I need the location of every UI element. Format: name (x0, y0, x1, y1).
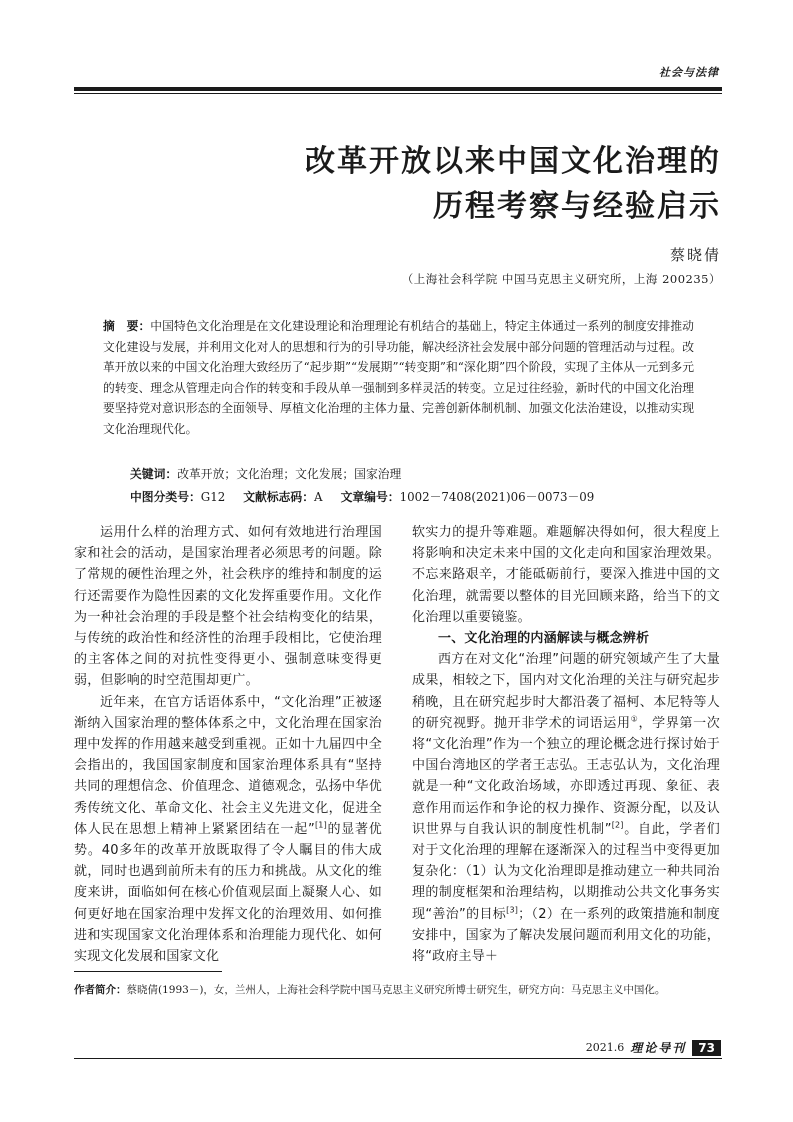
article-number-label: 文章编号： (340, 490, 400, 504)
abstract-label: 摘 要： (103, 319, 151, 333)
header-rule-thin (74, 93, 722, 94)
footnote-rule (74, 971, 222, 972)
footnote-marker: ① (630, 714, 639, 724)
body-column-right (412, 522, 720, 967)
article-title-line2: 历程考察与经验启示 (433, 189, 721, 224)
keywords (130, 465, 401, 482)
section-tag: 社会与法律 (659, 66, 719, 79)
paragraph: 软实力的提升等难题。难题解决得如何，很大程度上将影响和决定未来中国的文化走向和国家治理效果。不忘来路艰辛，才能砥砺前行，要深入推进中国的文化治理，就需要以整体的目光回顾来路，给当下的文化治理以重要镜鉴。 (412, 525, 720, 625)
issue-date: 2021.6 (585, 1041, 625, 1054)
citation-ref: [2] (611, 820, 624, 830)
paragraph-text: 的显著优势。40多年的改革开放既取得了令人瞩目的伟大成就，同时也遇到前所未有的压力和挑战。从文化的维度来讲，面临如何在核心价值观层面上凝聚人心、如何更好地在国家治理中发挥文化的治理效用、如何推进和实现国家文化治理体系和治理能力现代化、如何实现文化发展和国家文化 (74, 821, 382, 965)
paragraph-text: ；（2）在一系列的政策措施和制度安排中，国家为了解决发展问题而利用文化的功能，将“政府主导＋ (412, 906, 720, 965)
paragraph-text: 近年来，在官方话语体系中，“文化治理”正被逐渐纳入国家治理的整体体系之中，文化治理在国家治理中发挥的作用越来越受到重视。正如十九届四中全会指出的，我国国家制度和国家治理体系具有“坚持共同的理想信念、价值理念、道德观念，弘扬中华优秀传统文化、革命文化、社会主义先进文化，促进全体人民在思想上精神上紧紧团结在一起” (74, 694, 382, 837)
paragraph-text: 西方在对文化“治理”问题的研究领域产生了大量成果，相较之下，国内对文化治理的关注与研究起步稍晚，且在研究起步时大都沿袭了福柯、本尼特等人的研究视野。抛开非学术的词语运用 (412, 652, 720, 731)
body-column-left (74, 522, 382, 967)
author-affiliation: （上海社会科学院 中国马克思主义研究所，上海 200235） (401, 272, 721, 286)
keywords-label: 关键词： (130, 467, 178, 481)
page-footer (586, 1039, 721, 1056)
paragraph-text: ，学界第一次将“文化治理”作为一个独立的理论概念进行探讨始于中国台湾地区的学者王志弘。王志弘认为，文化治理就是一种“文化政治场域，亦即透过再现、象征、表意作用而运作和争论的权力操作、资源分配，以及认识世界与自我认识的制度性机制” (412, 715, 721, 837)
paragraph: 运用什么样的治理方式、如何有效地进行治理国家和社会的活动，是国家治理者必须思考的问题。除了常规的硬性治理之外，社会秩序的维持和制度的运行还需要作为隐性因素的文化发挥重要作用。文化作为一种社会治理的手段是整个社会结构变化的结果，与传统的政治性和经济性的治理手段相比，它使治理的主客体之间的对抗性变得更小、强制意味变得更弱，但影响的时空范围却更广。 (74, 525, 382, 689)
doc-code-label: 文献标志码： (243, 490, 315, 504)
paragraph-text: 。自此，学者们对于文化治理的理解在逐渐深入的过程当中变得更加复杂化：（1）认为文化治理即是推动建立一种共同治理的制度框架和治理结构，以期推动公共文化事务实现“善治”的目标 (412, 821, 720, 922)
footnote-text: 蔡晓倩(1993－)，女，兰州人，上海社会科学院中国马克思主义研究所博士研究生，研究方向：马克思主义中国化。 (126, 984, 666, 996)
paragraph (74, 692, 382, 968)
article-number-value: 1002－7408(2021)06－0073－09 (399, 490, 595, 504)
clc-label: 中图分类号： (130, 490, 201, 504)
section-heading: 一、文化治理的内涵解读与概念辨析 (438, 631, 650, 647)
keywords-text: 改革开放；文化治理；文化发展；国家治理 (177, 467, 402, 481)
paragraph (412, 649, 720, 967)
abstract (103, 316, 694, 439)
citation-ref: [3] (506, 905, 519, 915)
journal-name: 理论导刊 (630, 1041, 687, 1055)
header-rule (74, 87, 722, 91)
author-name: 蔡晓倩 (669, 246, 721, 264)
classification-line (130, 488, 594, 505)
abstract-text: 中国特色文化治理是在文化建设理论和治理理论有机结合的基础上，特定主体通过一系列的制度安排推动文化建设与发展，并利用文化对人的思想和行为的引导功能，解决经济社会发展中部分问题的管理活动与过程。改革开放以来的中国文化治理大致经历了“起步期”“发展期”“转变期”和“深化期”四个阶段，实现了主体从一元到多元的转变、理念从管理走向合作的转变和手段从单一强制到多样灵活的转变。立足过往经验，新时代的中国文化治理要坚持党对意识形态的全面领导、厚植文化治理的主体力量、完善创新体制机制、加强文化法治建设，以推动实现文化治理现代化。 (103, 319, 694, 436)
doc-code-value: A (314, 490, 323, 504)
author-footnote (74, 981, 724, 999)
footnote-label: 作者简介： (74, 984, 127, 996)
page-number: 73 (692, 1040, 721, 1056)
footer-rule (74, 1058, 722, 1059)
article-title-line1: 改革开放以来中国文化治理的 (305, 144, 721, 179)
clc-value: G12 (200, 490, 226, 504)
citation-ref: [1] (314, 820, 327, 830)
